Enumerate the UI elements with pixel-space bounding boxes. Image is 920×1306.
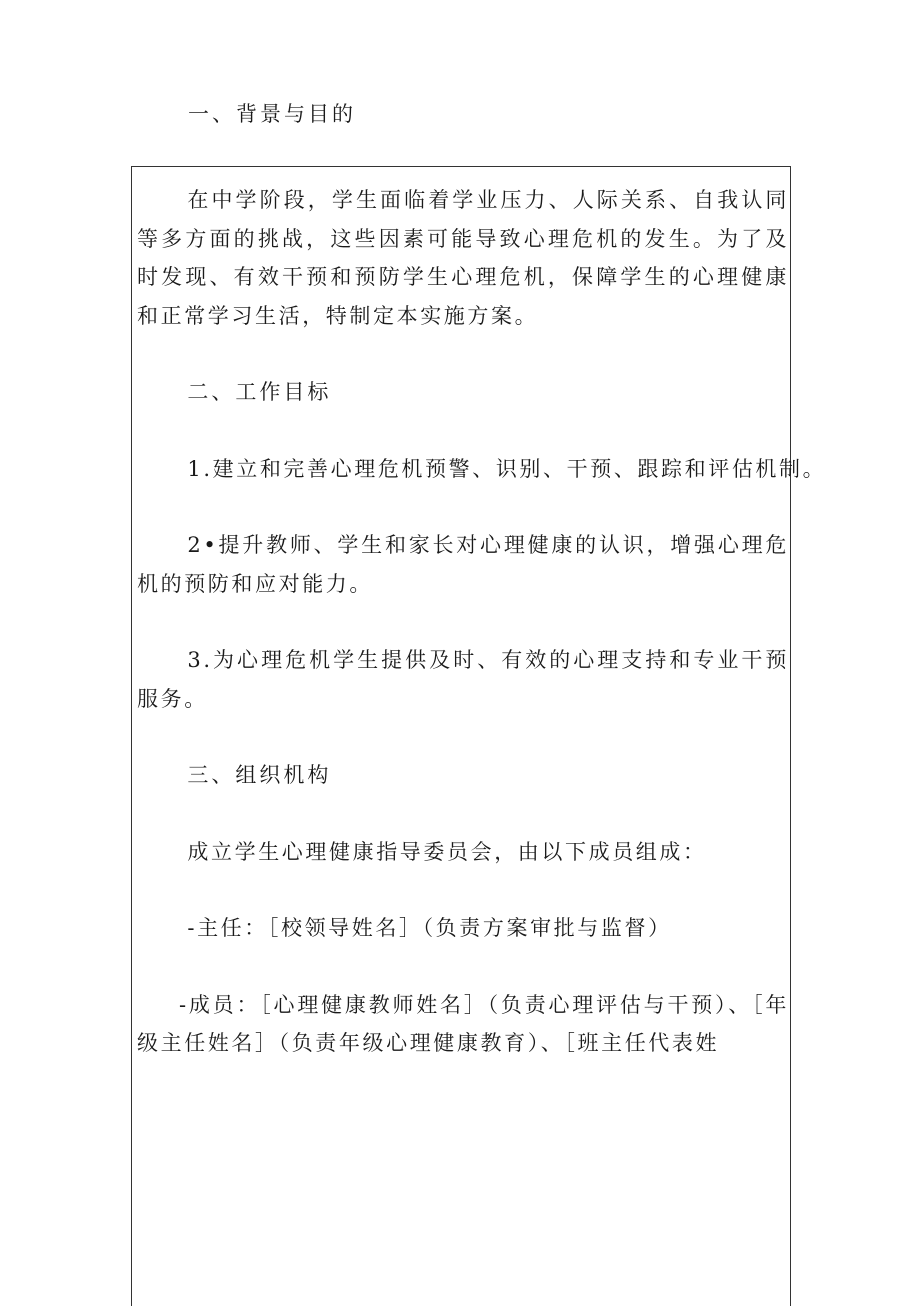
- director-line: -主任：［校领导姓名］（负责方案审批与监督）: [187, 916, 672, 940]
- members-line: -成员：［心理健康教师姓名］（负责心理评估与干预）、［年级主任姓名］（负责年级心理健康教育）、［班主任代表姓: [137, 992, 789, 1055]
- goal-item-3: 3.为心理危机学生提供及时、有效的心理支持和专业干预服务。: [137, 648, 789, 711]
- background-paragraph: 在中学阶段，学生面临着学业压力、人际关系、自我认同等多方面的挑战，这些因素可能导致心理危机的发生。为了及时发现、有效干预和预防学生心理危机，保障学生的心理健康和正常学习生活，特制定本实施方案。: [137, 188, 789, 328]
- document-body: [137, 181, 827, 1063]
- goal-item-1: 1.建立和完善心理危机预警、识别、干预、跟踪和评估机制。: [187, 456, 827, 481]
- section-heading-background: 一、背景与目的: [188, 102, 356, 126]
- section-heading-goals: 二、工作目标: [187, 380, 332, 404]
- goal-item-2: 2•提升教师、学生和家长对心理健康的认识，增强心理危机的预防和应对能力。: [137, 533, 789, 596]
- section-heading-organization: 三、组织机构: [187, 763, 332, 787]
- organization-intro: 成立学生心理健康指导委员会，由以下成员组成：: [187, 839, 707, 864]
